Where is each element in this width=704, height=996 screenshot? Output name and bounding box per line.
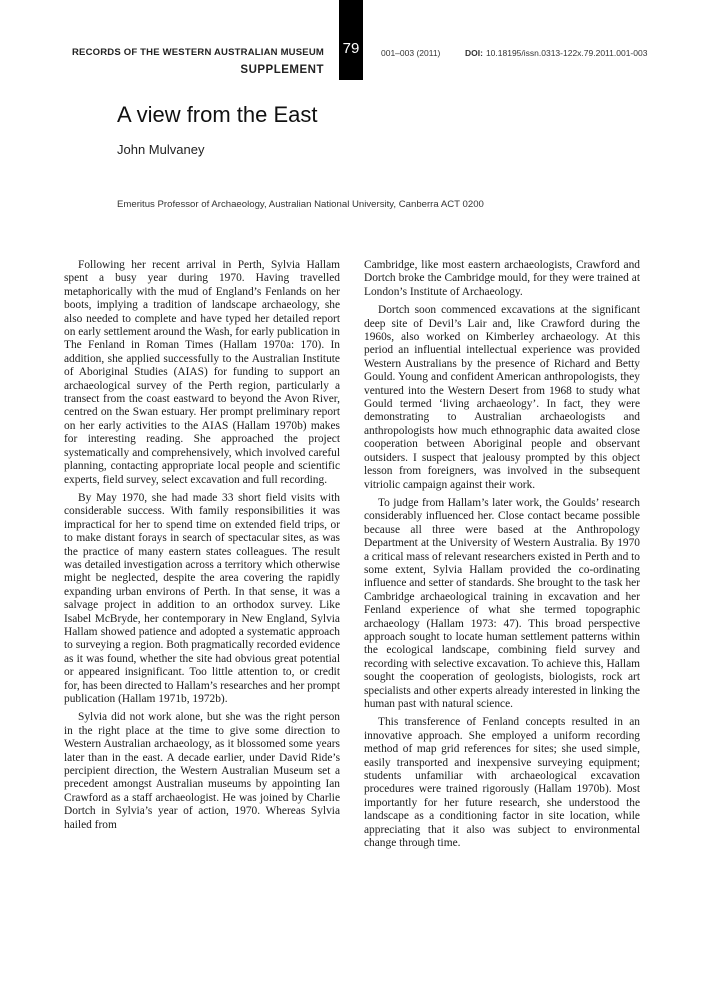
page-range: 001–003 (2011) (381, 48, 441, 58)
page-number: 79 (342, 40, 360, 57)
paragraph: Cambridge, like most eastern archaeologists, Crawford and Dortch broke the Cambridge mould, for they were trained at London’s Institute of Archaeology. (364, 259, 640, 298)
journal-title: RECORDS OF THE WESTERN AUSTRALIAN MUSEUM (71, 47, 324, 58)
article-title: A view from the East (117, 102, 318, 127)
paragraph: Sylvia did not work alone, but she was the right person in the right place at the time to give some direction to Western Australian archaeology, as it blossomed some years later than in the east. A decade earlier, under David Ride’s percipient direction, the Western Australian Museum set a precedent amongst Australian museums by appointing Ian Crawford as a staff archaeologist. He was joined by Charlie Dortch in Sylvia’s year of action, 1970. Whereas Sylvia hailed from (64, 711, 340, 831)
author-affiliation: Emeritus Professor of Archaeology, Australian National University, Canberra ACT 0200 (117, 199, 484, 210)
doi-value[interactable]: 10.18195/issn.0313-122x.79.2011.001-003 (485, 48, 648, 58)
paragraph: By May 1970, she had made 33 short field visits with considerable success. With family responsibilities it was impractical for her to spend time on extended field trips, or to make distant forays in search of spectacular sites, as was the practice of many eastern states colleagues. The result was detailed investigation across a territory which otherwise might be neglected, despite the area covering the rapidly expanding urban environs of Perth. In that sense, it was a salvage project in addition to an orthodox survey. Like Isabel McBryde, her contemporary in New England, Sylvia Hallam showed patience and adopted a systematic approach to surveying a region. Both pragmatically recorded evidence as it was found, whether the site had obvious great potential or appeared insignificant. Too little attention to, or credit for, has been directed to Hallam’s researches and her prompt publication (Hallam 1971b, 1972b). (64, 491, 340, 705)
author-name: John Mulvaney (117, 142, 205, 157)
paragraph: Dortch soon commenced excavations at the significant deep site of Devil’s Lair and, like Crawford during the 1960s, also worked on Kimberley archaeology. At this period an influential intellectual experience was provided Western Australians by the presence of Richard and Betty Gould. Young and confident American anthropologists, they ventured into the Western Desert from 1968 to study what Gould termed ‘living archaeology’. In fact, they were demonstrating to Australian archaeologists and anthropologists how much ethnographic data awaited close cooperation between Aboriginal people and observant outsiders. I suspect that jealousy prompted by this object lesson from foreigners, was involved in the subsequent vitriolic campaign against their work. (364, 304, 640, 491)
paragraph: This transference of Fenland concepts resulted in an innovative approach. She employed a uniform recording method of map grid references for sites; she used simple, easily transported and inexpensive surveying equipment; students unfamiliar with archaeological excavation procedures were trained rigorously (Hallam 1970b). Most importantly for her future research, she understood the landscape as a conditioning factor in site location, while appreciating that it also was subject to environmental change through time. (364, 716, 640, 850)
paragraph: Following her recent arrival in Perth, Sylvia Hallam spent a busy year during 1970. Having travelled metaphorically with the mud of England’s Fenlands on her boots, implying a tradition of landscape archaeology, she also needed to complete and have typed her detailed report on early settlement around the Wash, for early publication in The Fenland in Roman Times (Hallam 1970a: 170). In addition, she applied successfully to the Australian Institute of Aboriginal Studies (AIAS) for funding to support an archaeological survey of the Perth region, particularly a transect from the coast eastward to beyond the Avon River, centred on the Swan estuary. Her prompt preliminary report on her early activities to the AIAS (Hallam 1970b) makes for interesting reading. She approached the project systematically and comprehensively, which involved careful planning, contacting appropriate local people and scientific experts, field survey, select excavation and full recording. (64, 259, 340, 486)
doi-line (465, 48, 647, 58)
doi-label: DOI: (465, 48, 483, 58)
paragraph: To judge from Hallam’s later work, the Goulds’ research considerably influenced her. Close contact became possible because all three were based at the Anthropology Department at the University of Western Australia. By 1970 a critical mass of relevant researchers existed in Perth and to some extent, Sylvia Hallam provided the co-ordinating influence and setter of standards. She brought to the task her Cambridge archaeological training in excavation and her Fenland experience of what she termed topographic archaeology (Hallam 1973: 47). This broad perspective approach sought to locate human settlement patterns within the ecological landscape, combining field survey and recording with selective excavation. To achieve this, Hallam sought the cooperation of geologists, biologists, rock art specialists and other experts already interested in linking the human past with natural science. (364, 496, 640, 710)
body-column-right (364, 259, 640, 850)
supplement-label: SUPPLEMENT (240, 64, 324, 76)
body-column-left (64, 259, 340, 832)
